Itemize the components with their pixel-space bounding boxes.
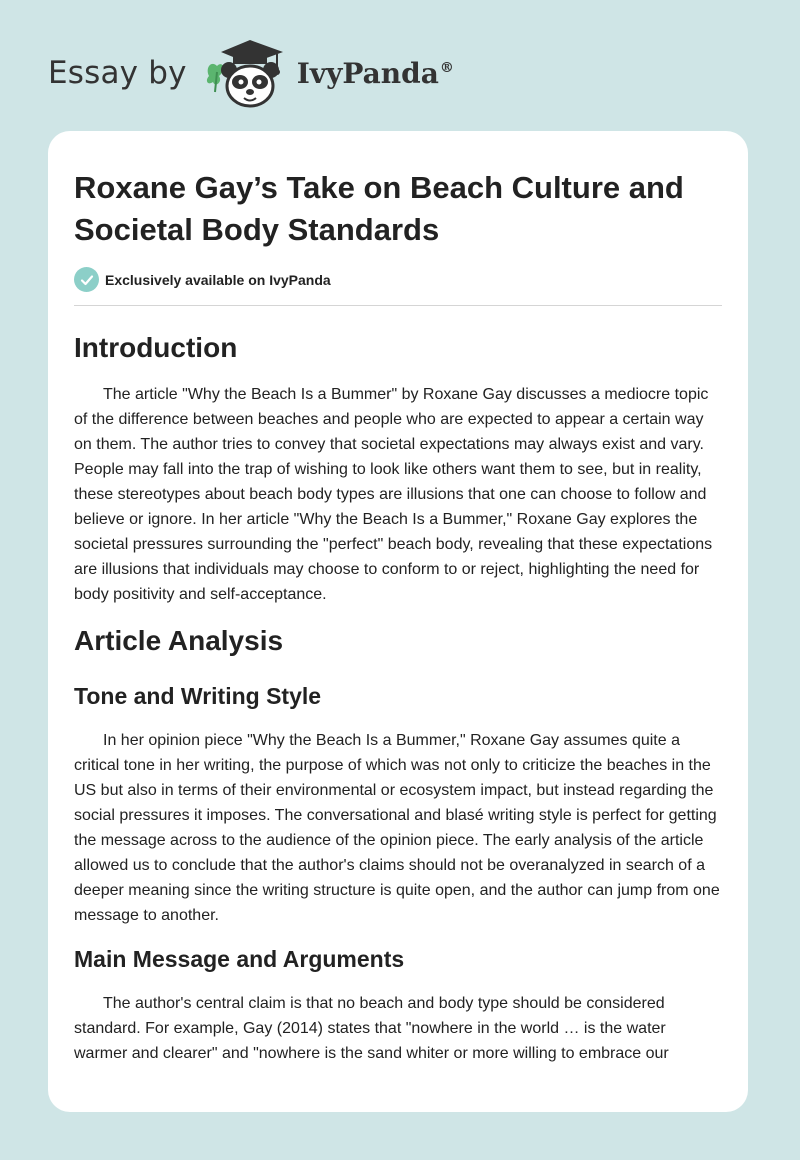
exclusive-label: Exclusively available on IvyPanda [105,271,331,288]
introduction-paragraph: The article "Why the Beach Is a Bummer" by Roxane Gay discusses a mediocre topic of the difference between beaches and people who are expected to appear a certain way on them. The author tries to convey that societal expectations may always exist and vary. People may fall into the trap of wishing to look like others want them to see, but in reality, these stereotypes about beach body types are illusions that one can choose to follow and believe or ignore. In her article "Why the Beach Is a Bummer," Roxane Gay explores the societal pressures surrounding the "perfect" beach body, revealing that these expectations are illusions that individuals may choose to conform to or reject, highlighting the need for body positivity and self-acceptance. [74,386,713,603]
brand-prefix: Essay by [48,55,187,91]
essay-title: Roxane Gay’s Take on Beach Culture and Societal Body Standards [74,170,684,247]
essay-card [48,131,748,1112]
main-message-heading: Main Message and Arguments [74,946,405,972]
exclusive-badge [74,267,722,292]
tone-style-paragraph: In her opinion piece "Why the Beach Is a Bummer," Roxane Gay assumes quite a critical tone in her writing, the purpose of which was not only to criticize the beaches in the US but also in terms of their environmental or ecosystem impact, but instead regarding the social pressures it imposes. The conversational and blasé writing style is perfect for getting the message across to the audience of the opinion piece. The early analysis of the article allowed us to conclude that the author's claims should not be overanalyzed in search of a deeper meaning since the writing structure is quite open, and the author can jump from one message to another. [74,732,720,924]
article-analysis-heading: Article Analysis [74,625,284,656]
introduction-heading: Introduction [74,332,238,363]
check-icon [74,267,99,292]
brand-name [297,57,454,90]
tone-style-heading: Tone and Writing Style [74,683,322,709]
main-message-paragraph: The author's central claim is that no beach and body type should be considered standard. For example, Gay (2014) states that "nowhere in the world … is the water warmer and clearer" and "nowhere is the sand whiter or more willing to embrace our [74,995,669,1062]
brand-name-text: IvyPanda [296,56,439,90]
site-brand[interactable] [48,36,454,110]
registered-mark: ® [439,60,454,77]
title-divider [74,305,722,306]
panda-graduate-icon [203,36,293,110]
